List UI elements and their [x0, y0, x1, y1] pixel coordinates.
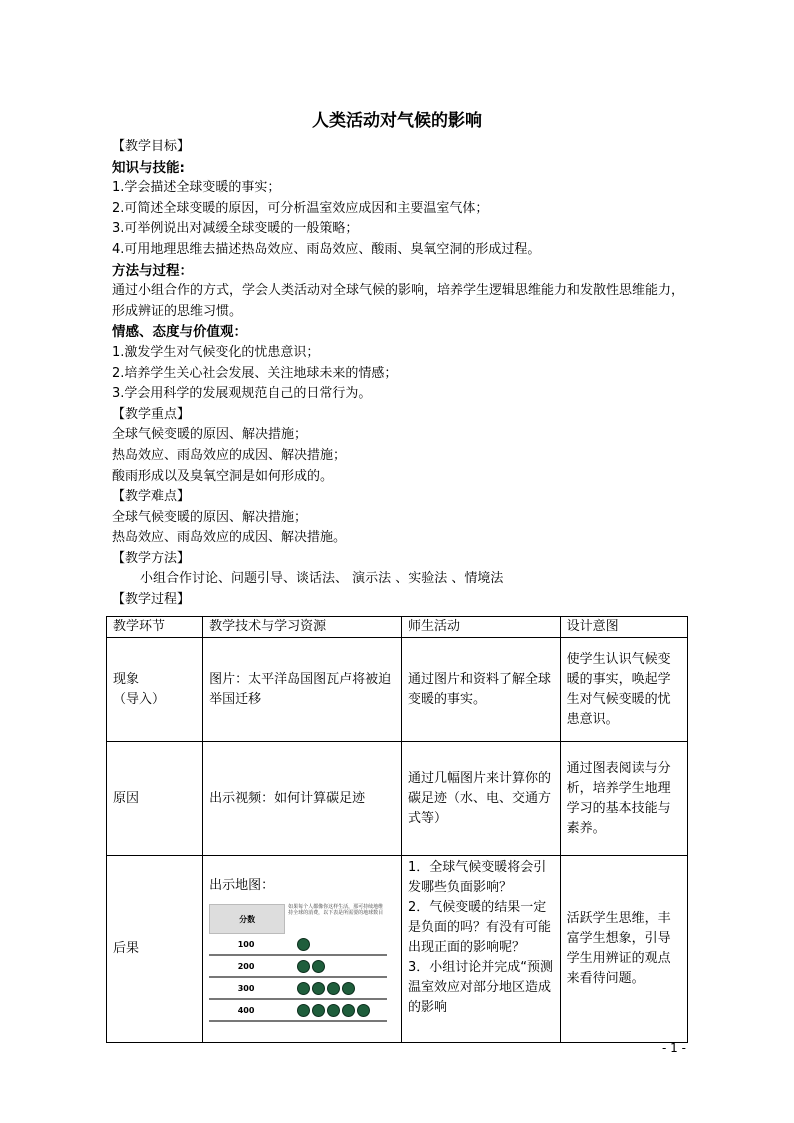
- knowledge-item: 1.学会描述全球变暖的事实；: [112, 180, 281, 196]
- globe-icon: [297, 960, 310, 973]
- globe-icon: [297, 982, 310, 995]
- globe-icon: [312, 960, 325, 973]
- resource-cell: 出示视频：如何计算碳足迹: [203, 742, 402, 856]
- header-stage: 教学环节: [107, 617, 203, 638]
- method-heading: 方法与过程：: [112, 262, 193, 279]
- lesson-content: [112, 137, 692, 611]
- key-point-item: 酸雨形成以及臭氧空洞是如何形成的。: [112, 468, 334, 484]
- activity-line: 2．气候变暖的结果一定是负面的吗？有没有可能出现正面的影响呢？: [407, 900, 551, 955]
- page-number: - 1 -: [662, 1041, 686, 1055]
- globe-icon: [327, 982, 340, 995]
- method-text: 通过小组合作的方式，学会人类活动对全球气候的影响，培养学生逻辑思维能力和发散性思维能力，形成辨证的思维习惯。: [112, 283, 685, 319]
- chart-row: [209, 956, 387, 978]
- chart-row: [209, 934, 387, 956]
- emotion-item: 3.学会用科学的发展观规范自己的日常行为。: [112, 386, 372, 402]
- globe-icon: [342, 982, 355, 995]
- globe-icon: [312, 1004, 325, 1017]
- difficulties-tag: 【教学难点】: [112, 489, 191, 505]
- chart-row: [209, 1000, 387, 1022]
- process-table: [106, 616, 688, 1043]
- globe-icon: [297, 1004, 310, 1017]
- emotion-item: 1.激发学生对气候变化的忧患意识；: [112, 344, 320, 360]
- activity-line: 1．全球气候变暖将会引发哪些负面影响？: [407, 860, 547, 895]
- methods-text: 小组合作讨论、问题引导、谈话法、 演示法 、实验法 、情境法: [140, 571, 504, 587]
- knowledge-item: 2.可简述全球变暖的原因，可分析温室效应成因和主要温室气体；: [112, 200, 489, 216]
- chart-row-label: 300: [237, 983, 255, 993]
- key-point-item: 热岛效应、雨岛效应的成因、解决措施；: [112, 447, 347, 463]
- process-tag: 【教学过程】: [112, 592, 191, 608]
- activity-cell: 通过几幅图片来计算你的碳足迹（水、电、交通方式等）: [401, 742, 560, 856]
- resource-cell: 图片：太平洋岛国图瓦卢将被迫举国迁移: [203, 638, 402, 742]
- stage-cell: [107, 638, 203, 742]
- chart-row: [209, 978, 387, 1000]
- resource-cell: [203, 856, 402, 1043]
- page-title: 人类活动对气候的影响: [312, 111, 482, 131]
- carbon-footprint-chart: [209, 904, 387, 1022]
- key-point-item: 全球气候变暖的原因、解决措施；: [112, 427, 308, 443]
- intent-cell: 使学生认识气候变暖的事实，唤起学生对气候变暖的忧患意识。: [560, 638, 687, 742]
- globe-icon: [312, 982, 325, 995]
- table-row: [107, 856, 688, 1043]
- table-header-row: [107, 617, 688, 638]
- header-resource: 教学技术与学习资源: [203, 617, 402, 638]
- intent-cell: 活跃学生思维，丰富学生想象，引导学生用辨证的观点来看待问题。: [560, 856, 687, 1043]
- chart-row-label: 400: [237, 1005, 255, 1015]
- chart-note: 如果每个人都像你这样生活，那可持续地维持全球的消费，以下表是所需要的地球数目: [288, 904, 384, 916]
- table-row: [107, 638, 688, 742]
- knowledge-item: 4.可用地理思维去描述热岛效应、雨岛效应、酸雨、臭氧空洞的形成过程。: [112, 241, 541, 257]
- stage-line: （导入）: [113, 691, 166, 707]
- difficulty-item: 全球气候变暖的原因、解决措施；: [112, 509, 308, 525]
- activity-cell: [401, 856, 560, 1043]
- stage-cell: 后果: [107, 856, 203, 1043]
- goals-tag: 【教学目标】: [112, 139, 191, 154]
- methods-tag: 【教学方法】: [112, 550, 191, 566]
- resource-text: 出示地图：: [209, 878, 275, 893]
- difficulty-item: 热岛效应、雨岛效应的成因、解决措施。: [112, 530, 347, 546]
- chart-row-label: 100: [237, 939, 255, 949]
- key-points-tag: 【教学重点】: [112, 406, 191, 422]
- stage-line: 现象: [113, 671, 140, 687]
- emotion-item: 2.培养学生关心社会发展、关注地球未来的情感；: [112, 365, 398, 381]
- globe-icon: [327, 1004, 340, 1017]
- table-row: [107, 742, 688, 856]
- chart-category-label: 分数: [209, 904, 285, 934]
- knowledge-heading: 知识与技能:: [112, 159, 185, 176]
- activity-line: 3．小组讨论并完成“预测温室效应对部分地区造成的影响: [407, 960, 553, 1015]
- stage-cell: 原因: [107, 742, 203, 856]
- globe-icon: [357, 1004, 370, 1017]
- globe-icon: [297, 938, 310, 951]
- knowledge-item: 3.可举例说出对减缓全球变暖的一般策略；: [112, 221, 359, 237]
- activity-cell: 通过图片和资料了解全球变暖的事实。: [401, 638, 560, 742]
- intent-cell: 通过图表阅读与分析，培养学生地理学习的基本技能与素养。: [560, 742, 687, 856]
- globe-icon: [342, 1004, 355, 1017]
- header-intent: 设计意图: [560, 617, 687, 638]
- chart-row-label: 200: [237, 961, 255, 971]
- header-activity: 师生活动: [401, 617, 560, 638]
- emotion-heading: 情感、态度与价值观：: [112, 324, 247, 341]
